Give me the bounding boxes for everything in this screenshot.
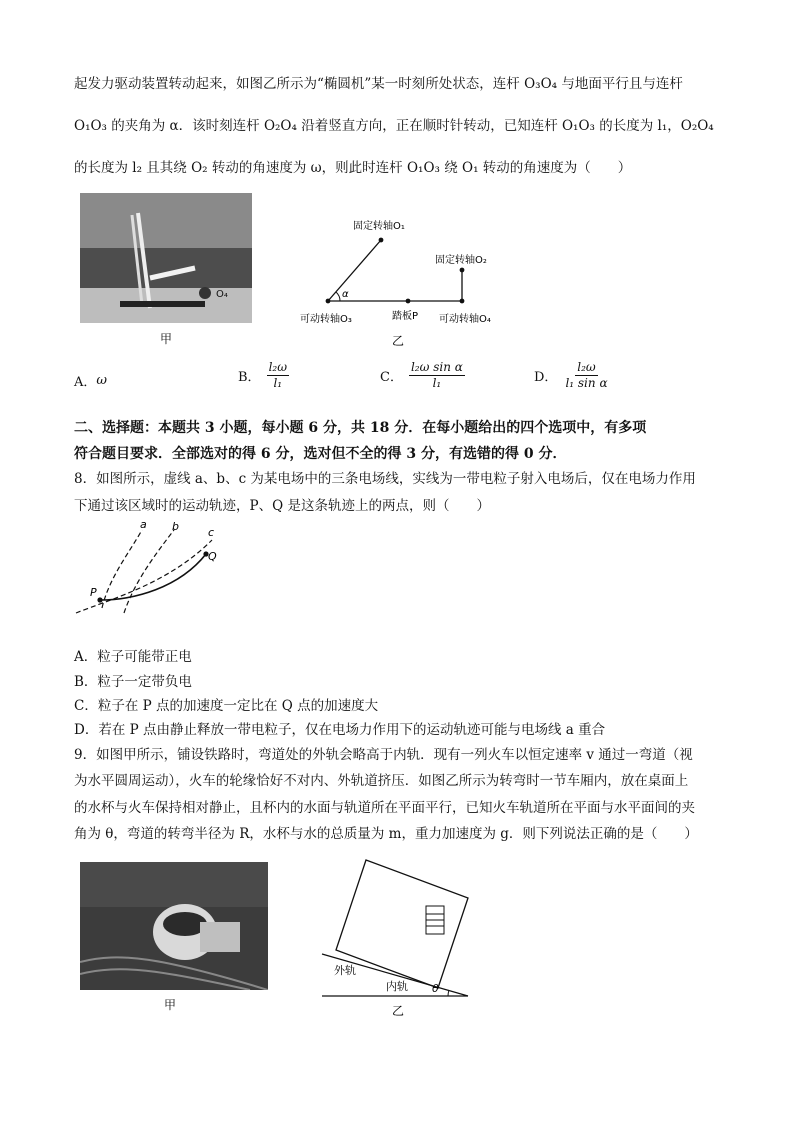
- q7-figure-yi-caption: 乙: [392, 334, 405, 348]
- q9-figure-yi-diagram: [318, 858, 488, 1018]
- q7-stem-line-2: O₁O₃ 的夹角为 α．该时刻连杆 O₂O₄ 沿着竖直方向，正在顺时针转动，已知连杆 O₁O₃ 的长度为 l₁，O₂O₄: [74, 118, 714, 134]
- inner-rail-label: 内轨: [386, 980, 408, 993]
- field-line-c-label: c: [208, 526, 215, 539]
- train-image: [80, 862, 268, 990]
- q8-stem-line-1: 8．如图所示，虚线 a、b、c 为某电场中的三条电场线，实线为一带电粒子射入电场后，仅在电场力作用: [74, 471, 696, 487]
- q8-option-a[interactable]: A．粒子可能带正电: [74, 649, 192, 665]
- q7-stem-line-1: 起发力驱动装置转动起来，如图乙所示为“椭圆机”某一时刻所处状态，连杆 O₃O₄ 与地面平行且与连杆: [74, 76, 683, 92]
- field-line-b-label: b: [172, 520, 179, 533]
- theta-label: θ: [432, 982, 439, 995]
- outer-rail-label: 外轨: [334, 964, 356, 977]
- option-c-fraction: $\frac{\text{l₂ω sin α}}{\text{l₁}}$: [410, 360, 463, 390]
- q7-option-a[interactable]: A． ω: [74, 373, 107, 390]
- option-d-fraction: $\frac{\text{l₂ω}}{\text{l₁ sin α}}$: [565, 360, 608, 390]
- q7-option-b[interactable]: B． $\frac{\text{l₂ω}}{\text{l₁}}$: [238, 360, 287, 390]
- q7-option-d[interactable]: D． $\frac{\text{l₂ω}}{\text{l₁ sin α}}$: [534, 360, 608, 390]
- alpha-label: α: [342, 289, 349, 300]
- q8-option-c[interactable]: C．粒子在 P 点的加速度一定比在 Q 点的加速度大: [74, 698, 379, 714]
- q9-figure-yi-caption: 乙: [392, 1004, 405, 1018]
- pedal-p-label: 踏板P: [392, 311, 419, 322]
- q9-figure-jia-photo: [80, 862, 268, 990]
- q7-stem-line-3: 的长度为 l₂ 且其绕 O₂ 转动的角速度为 ω，则此时连杆 O₁O₃ 绕 O₁ 转动的角速度为（ ）: [74, 160, 632, 176]
- elliptical-machine-image: [80, 193, 252, 323]
- movable-axis-o3-label: 可动转轴O₃: [300, 314, 352, 325]
- q7-figure-jia-caption: 甲: [160, 332, 173, 346]
- fixed-axis-o2-label: 固定转轴O₂: [435, 255, 487, 266]
- movable-axis-o4-label: 可动转轴O₄: [439, 314, 491, 325]
- point-p-label: P: [90, 586, 97, 599]
- fixed-axis-o1-label: 固定转轴O₁: [353, 221, 405, 232]
- option-b-fraction: $\frac{\text{l₂ω}}{\text{l₁}}$: [268, 360, 287, 390]
- q7-fig-jia-o4-label: O₄: [216, 289, 228, 300]
- q8-stem-line-2: 下通过该区域时的运动轨迹，P、Q 是这条轨迹上的两点，则（ ）: [74, 498, 490, 514]
- q9-stem-line-2: 为水平圆周运动），火车的轮缘恰好不对内、外轨道挤压．如图乙所示为转弯时一节车厢内，放在桌面上: [74, 773, 689, 789]
- point-q-label: Q: [208, 550, 217, 563]
- q9-stem-line-3: 的水杯与火车保持相对静止，且杯内的水面与轨道所在平面平行，已知火车轨道所在平面与水平面间的夹: [74, 800, 695, 816]
- field-line-a-label: a: [140, 518, 147, 531]
- q8-option-b[interactable]: B．粒子一定带负电: [74, 674, 192, 690]
- q7-figure-jia-photo: [80, 193, 252, 323]
- q8-option-d[interactable]: D．若在 P 点由静止释放一带电粒子，仅在电场力作用下的运动轨迹可能与电场线 a 重合: [74, 722, 606, 738]
- q9-stem-line-1: 9．如图甲所示，铺设铁路时，弯道处的外轨会略高于内轨．现有一列火车以恒定速率 v 通过一弯道（视: [74, 747, 693, 763]
- q9-figure-jia-caption: 甲: [164, 998, 177, 1012]
- q7-figure-yi-diagram: [295, 215, 535, 350]
- section-2-heading-line-2: 符合题目要求．全部选对的得 6 分，选对但不全的得 3 分，有选错的得 0 分．: [74, 446, 567, 462]
- q9-stem-line-4: 角为 θ，弯道的转弯半径为 R，水杯与水的总质量为 m，重力加速度为 g．则下列说法正确的是（ ）: [74, 826, 698, 842]
- section-2-heading-line-1: 二、选择题：本题共 3 小题，每小题 6 分，共 18 分．在每小题给出的四个选项中，有多项: [74, 420, 647, 436]
- q7-option-c[interactable]: C． $\frac{\text{l₂ω sin α}}{\text{l₁}}$: [380, 360, 463, 390]
- q8-electric-field-figure: [74, 518, 234, 618]
